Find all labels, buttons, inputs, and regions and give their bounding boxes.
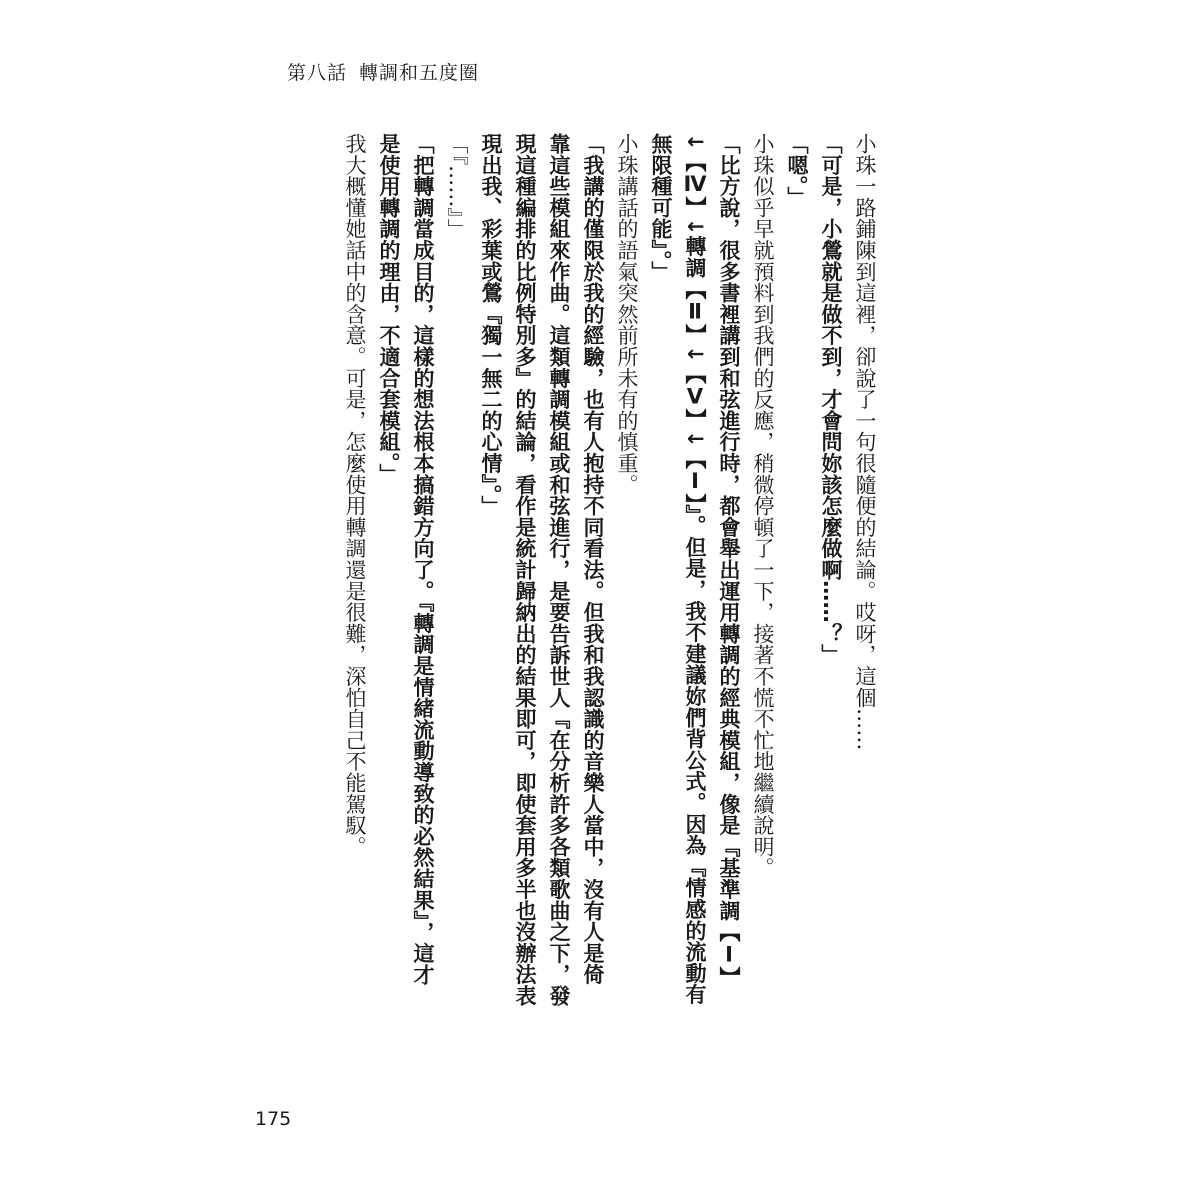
text-line-11: 現這種編排的比例特別多』的結論，看作是統計歸納出的結果即可，即使套用多半也沒辦法表 [513,133,537,1007]
text-line-16: 我大概懂她話中的含意。可是，怎麼使用轉調還是很難，深怕自己不能駕馭。 [343,133,367,858]
text-line-12: 現出我、彩葉或鶯『獨一無二的心情』。」 [479,133,503,517]
text-line-15: 是使用轉調的理由，不適合套模組。」 [377,133,401,485]
text-line-3: 「嗯。」 [785,133,809,208]
text-line-14: 「把轉調當成目的，這樣的想法根本搞錯方向了。『轉調是情緒流動導致的必然結果』，這才 [411,133,435,986]
text-line-2: 「可是，小鶯就是做不到，才會問妳該怎麼做啊……？」 [819,133,843,666]
text-line-7: 無限種可能』。」 [649,133,673,283]
text-line-10: 靠這些模組來作曲。這類轉調模組或和弦進行，是要告訴世人『在分析許多各類歌曲之下，發 [547,133,571,1007]
text-line-13: 「『……』」 [445,133,469,240]
text-line-9: 「我講的僅限於我的經驗，也有人抱持不同看法。但我和我認識的音樂人當中，沒有人是倚 [581,133,605,985]
text-line-6: ↓【Ⅳ】↓轉調【Ⅱ】↓【Ⅴ】↓【Ⅰ】』。但是，我不建議妳們背公式。因為『情感的流動有 [683,133,707,1005]
page-number: 175 [255,1108,292,1130]
chapter-title: 轉調和五度圈 [359,62,480,84]
text-line-1: 小珠一路鋪陳到這裡，卻說了一句很隨便的結論。哎呀，這個…… [853,133,877,751]
running-header [287,58,479,85]
text-line-8: 小珠講話的語氣突然前所未有的慎重。 [615,133,639,496]
body-text [338,133,882,1007]
text-line-5: 「比方說，很多書裡講到和弦進行時，都會舉出運用轉調的經典模組，像是『基準調【Ⅰ】 [717,133,741,988]
chapter-label: 第八話 [287,62,348,84]
text-line-4: 小珠似乎早就預料到我們的反應，稍微停頓了一下，接著不慌不忙地繼續說明。 [751,133,775,879]
